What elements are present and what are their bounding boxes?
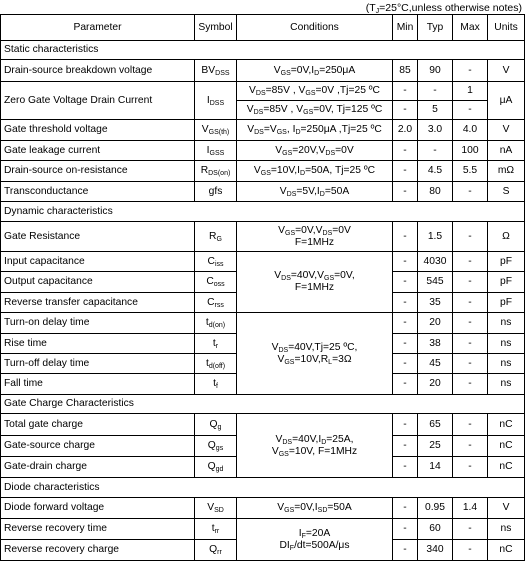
param-cell: Rise time — [1, 334, 195, 354]
unit-cell: pF — [488, 252, 525, 272]
max-cell: - — [453, 374, 488, 395]
unit-cell: ns — [488, 334, 525, 354]
table-row — [1, 82, 525, 101]
conditions-cell: $V_{GS}=10V,I_D=50A$, Tj=25 ºC — [237, 161, 393, 182]
max-cell: - — [453, 457, 488, 478]
min-cell: - — [393, 457, 418, 478]
header-typ: Typ — [418, 15, 453, 41]
symbol-cell: $Q_g$ — [195, 414, 237, 436]
header-row — [1, 15, 525, 41]
param-cell: Total gate charge — [1, 414, 195, 436]
typ-cell: 60 — [418, 519, 453, 540]
max-cell: - — [453, 252, 488, 272]
symbol-cell: $t_r$ — [195, 334, 237, 354]
typ-cell: - — [418, 82, 453, 101]
typ-cell: 38 — [418, 334, 453, 354]
max-cell: 5.5 — [453, 161, 488, 182]
typ-cell: 4030 — [418, 252, 453, 272]
section-diode: Diode characteristics — [1, 478, 525, 498]
param-cell: Drain-source breakdown voltage — [1, 60, 195, 82]
unit-cell: nC — [488, 540, 525, 561]
param-cell: Input capacitance — [1, 252, 195, 272]
unit-cell: ns — [488, 374, 525, 395]
min-cell: - — [393, 161, 418, 182]
typ-cell: 80 — [418, 182, 453, 202]
conditions-cell: $V_{DS}=5V,I_D=50A$ — [237, 182, 393, 202]
unit-cell: nC — [488, 457, 525, 478]
param-cell: Fall time — [1, 374, 195, 395]
table-row — [1, 519, 525, 540]
param-cell: Turn-on delay time — [1, 313, 195, 334]
max-cell: - — [453, 313, 488, 334]
typ-cell: 340 — [418, 540, 453, 561]
max-cell: - — [453, 334, 488, 354]
table-row — [1, 60, 525, 82]
param-cell: Reverse transfer capacitance — [1, 293, 195, 313]
typ-cell: 25 — [418, 436, 453, 457]
typ-cell: 90 — [418, 60, 453, 82]
min-cell: - — [393, 252, 418, 272]
typ-cell: 1.5 — [418, 222, 453, 252]
min-cell: - — [393, 82, 418, 101]
table-row — [1, 498, 525, 519]
min-cell: - — [393, 334, 418, 354]
unit-cell: V — [488, 498, 525, 519]
max-cell: - — [453, 414, 488, 436]
min-cell: 2.0 — [393, 120, 418, 141]
typ-cell: 3.0 — [418, 120, 453, 141]
unit-cell: ns — [488, 313, 525, 334]
max-cell: 4.0 — [453, 120, 488, 141]
conditions-cell: $V_{DS}=40V,V_{GS}=0V$, F=1MHz — [237, 252, 393, 313]
min-cell: 85 — [393, 60, 418, 82]
param-cell: Gate leakage current — [1, 141, 195, 161]
max-cell: - — [453, 293, 488, 313]
conditions-cell: $V_{DS}=40V,Tj=25$ ºC, $V_{GS}=10V,R_L=3\Omega$ — [237, 313, 393, 395]
unit-cell: nA — [488, 141, 525, 161]
typ-cell: 35 — [418, 293, 453, 313]
symbol-cell: $t_{d(off)}$ — [195, 354, 237, 374]
typ-cell: 20 — [418, 313, 453, 334]
test-conditions-note: ($T_J=25^\circ C,unless$ otherwise notes) — [365, 2, 522, 15]
symbol-cell: $V_{GS(th)}$ — [195, 120, 237, 141]
unit-cell: V — [488, 60, 525, 82]
section-static: Static characteristics — [1, 41, 525, 60]
conditions-cell: $V_{DS}=V_{GS}$, $I_D=250\mu A$ ,Tj=25 ºC — [237, 120, 393, 141]
max-cell: - — [453, 519, 488, 540]
unit-cell: ns — [488, 519, 525, 540]
max-cell: 100 — [453, 141, 488, 161]
unit-cell: ns — [488, 354, 525, 374]
symbol-cell: $t_{rr}$ — [195, 519, 237, 540]
symbol-cell: $C_{rss}$ — [195, 293, 237, 313]
table-row — [1, 313, 525, 334]
symbol-cell: $I_{DSS}$ — [195, 82, 237, 120]
max-cell: - — [453, 60, 488, 82]
conditions-cell: $V_{GS}=0V,I_{SD}=50A$ — [237, 498, 393, 519]
table-row — [1, 222, 525, 252]
max-cell: - — [453, 272, 488, 293]
min-cell: - — [393, 222, 418, 252]
symbol-cell: $R_G$ — [195, 222, 237, 252]
max-cell: - — [453, 354, 488, 374]
max-cell: - — [453, 436, 488, 457]
param-cell: Zero Gate Voltage Drain Current — [1, 82, 195, 120]
conditions-cell: $V_{DS}=85V$ , $V_{GS}=0V$ ,Tj=25 ºC — [237, 82, 393, 101]
min-cell: - — [393, 182, 418, 202]
max-cell: 1.4 — [453, 498, 488, 519]
symbol-cell: $V_{SD}$ — [195, 498, 237, 519]
typ-cell: - — [418, 141, 453, 161]
symbol-cell: gfs — [195, 182, 237, 202]
param-cell: Gate Resistance — [1, 222, 195, 252]
conditions-cell: $I_F=20A$ $DI_F/dt=500A/\mu s$ — [237, 519, 393, 561]
section-gate-charge: Gate Charge Characteristics — [1, 395, 525, 414]
electrical-characteristics-table — [0, 14, 525, 561]
symbol-cell: $R_{DS(on)}$ — [195, 161, 237, 182]
param-cell: Transconductance — [1, 182, 195, 202]
table-row — [1, 120, 525, 141]
unit-cell: nC — [488, 414, 525, 436]
min-cell: - — [393, 498, 418, 519]
symbol-cell: $BV_{DSS}$ — [195, 60, 237, 82]
typ-cell: 65 — [418, 414, 453, 436]
min-cell: - — [393, 540, 418, 561]
param-cell: Gate-drain charge — [1, 457, 195, 478]
param-cell: Gate-source charge — [1, 436, 195, 457]
conditions-cell: $V_{GS}=20V,V_{DS}=0V$ — [237, 141, 393, 161]
table-row — [1, 414, 525, 436]
conditions-cell: $V_{GS}=0V,I_D=250\mu A$ — [237, 60, 393, 82]
max-cell: - — [453, 101, 488, 120]
typ-cell: 545 — [418, 272, 453, 293]
symbol-cell: $t_{d(on)}$ — [195, 313, 237, 334]
table-row — [1, 252, 525, 272]
table-row — [1, 182, 525, 202]
min-cell: - — [393, 354, 418, 374]
header-units: Units — [488, 15, 525, 41]
symbol-cell: $C_{iss}$ — [195, 252, 237, 272]
header-symbol: Symbol — [195, 15, 237, 41]
min-cell: - — [393, 436, 418, 457]
unit-cell: pF — [488, 293, 525, 313]
typ-cell: 20 — [418, 374, 453, 395]
min-cell: - — [393, 374, 418, 395]
typ-cell: 45 — [418, 354, 453, 374]
unit-cell: V — [488, 120, 525, 141]
param-cell: Diode forward voltage — [1, 498, 195, 519]
header-parameter: Parameter — [1, 15, 195, 41]
conditions-cell: $V_{DS}=85V$ , $V_{GS}=0V$, Tj=125 ºC — [237, 101, 393, 120]
unit-cell: Ω — [488, 222, 525, 252]
unit-cell: pF — [488, 272, 525, 293]
header-min: Min — [393, 15, 418, 41]
min-cell: - — [393, 293, 418, 313]
param-cell: Gate threshold voltage — [1, 120, 195, 141]
min-cell: - — [393, 101, 418, 120]
param-cell: Output capacitance — [1, 272, 195, 293]
max-cell: - — [453, 182, 488, 202]
param-cell: Turn-off delay time — [1, 354, 195, 374]
symbol-cell: $Q_{rr}$ — [195, 540, 237, 561]
symbol-cell: $I_{GSS}$ — [195, 141, 237, 161]
unit-cell: μA — [488, 82, 525, 120]
param-cell: Drain-source on-resistance — [1, 161, 195, 182]
min-cell: - — [393, 272, 418, 293]
max-cell: - — [453, 222, 488, 252]
symbol-cell: $C_{oss}$ — [195, 272, 237, 293]
unit-cell: nC — [488, 436, 525, 457]
conditions-cell: $V_{DS}=40V,I_D=25A$, $V_{GS}=10V$, F=1MHz — [237, 414, 393, 478]
typ-cell: 14 — [418, 457, 453, 478]
conditions-cell: $V_{GS}=0V,V_{DS}=0V$ F=1MHz — [237, 222, 393, 252]
table-row — [1, 161, 525, 182]
max-cell: - — [453, 540, 488, 561]
param-cell: Reverse recovery time — [1, 519, 195, 540]
symbol-cell: $Q_{gs}$ — [195, 436, 237, 457]
typ-cell: 4.5 — [418, 161, 453, 182]
section-dynamic: Dynamic characteristics — [1, 202, 525, 222]
unit-cell: S — [488, 182, 525, 202]
min-cell: - — [393, 519, 418, 540]
symbol-cell: $t_f$ — [195, 374, 237, 395]
header-max: Max — [453, 15, 488, 41]
unit-cell: mΩ — [488, 161, 525, 182]
min-cell: - — [393, 141, 418, 161]
symbol-cell: $Q_{gd}$ — [195, 457, 237, 478]
min-cell: - — [393, 313, 418, 334]
table-row — [1, 141, 525, 161]
typ-cell: 0.95 — [418, 498, 453, 519]
max-cell: 1 — [453, 82, 488, 101]
header-conditions: Conditions — [237, 15, 393, 41]
param-cell: Reverse recovery charge — [1, 540, 195, 561]
typ-cell: 5 — [418, 101, 453, 120]
min-cell: - — [393, 414, 418, 436]
